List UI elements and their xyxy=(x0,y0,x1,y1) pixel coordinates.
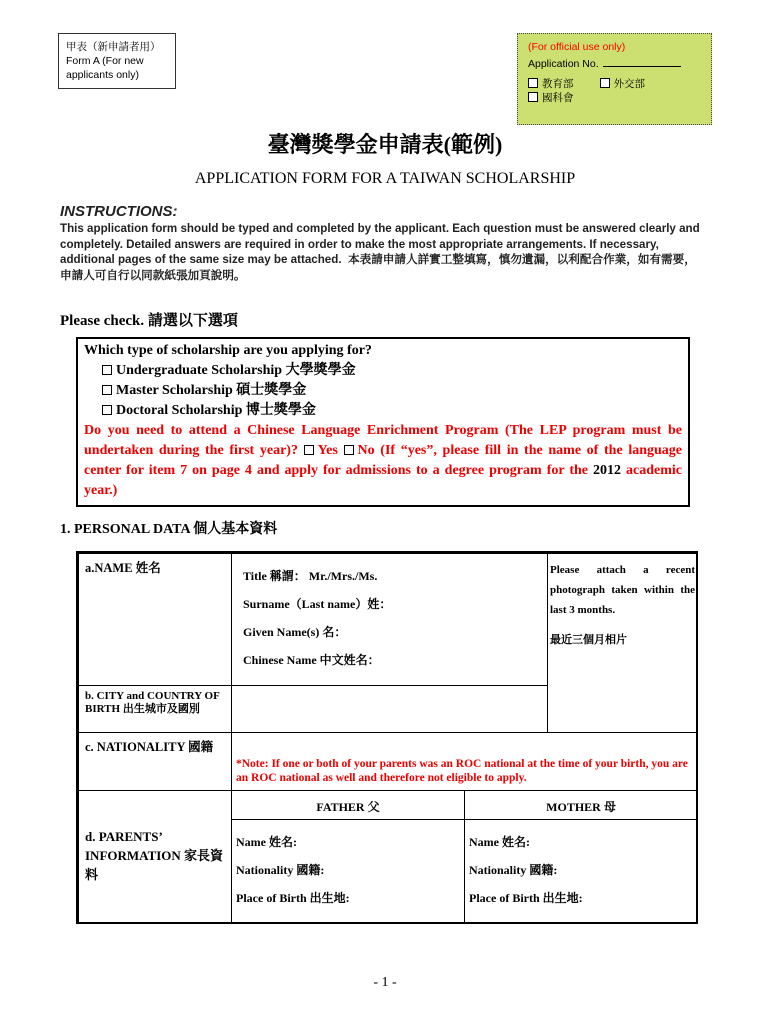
surname-field[interactable]: Surname（Last name）姓： xyxy=(243,597,392,611)
option-label: 外交部 xyxy=(613,78,645,90)
name-label-cell xyxy=(78,553,232,686)
chinese-name-field[interactable]: Chinese Name 中文姓名： xyxy=(243,653,380,667)
academic-year: 2012 xyxy=(593,463,622,478)
mother-header: MOTHER 母 xyxy=(464,790,698,820)
official-use-box xyxy=(517,33,712,125)
mother-birthplace-field[interactable]: Place of Birth 出生地: xyxy=(469,891,583,905)
scholarship-type-box xyxy=(76,337,690,507)
application-no-label: Application No. xyxy=(528,58,599,70)
father-header: FATHER 父 xyxy=(231,790,465,820)
checkbox[interactable] xyxy=(102,385,112,395)
please-check-label: Please check. 請選以下選項 xyxy=(60,313,238,329)
page-title-en: APPLICATION FORM FOR A TAIWAN SCHOLARSHIP xyxy=(194,170,576,187)
parents-label: d. PARENTS’ INFORMATION 家長資料 xyxy=(85,829,224,882)
instructions-body xyxy=(60,221,702,283)
option-doctoral[interactable] xyxy=(84,401,682,421)
page-number: - 1 - xyxy=(373,975,397,990)
lep-note: academic year.) xyxy=(84,463,683,498)
form-badge-line: applicants only) xyxy=(66,69,139,81)
option-label: Undergraduate Scholarship 大學獎學金 xyxy=(116,363,356,378)
parents-label-cell xyxy=(78,790,232,924)
nationality-label-cell xyxy=(78,732,232,791)
no-label: No xyxy=(357,443,375,458)
nationality-field[interactable] xyxy=(231,732,698,791)
page-title-zh: 臺灣獎學金申請表(範例) xyxy=(267,132,503,157)
title-field[interactable]: Title 稱謂： Mr./Mrs./Ms. xyxy=(243,569,378,583)
photo-cell[interactable] xyxy=(547,553,698,733)
photo-instructions: Please attach a recent photograph taken within the last 3 months. xyxy=(550,564,695,616)
photo-instructions-zh: 最近三個月相片 xyxy=(550,634,627,646)
checkbox-nsc[interactable] xyxy=(528,92,538,102)
checkbox-no[interactable] xyxy=(344,445,354,455)
nationality-note: *Note: If one or both of your parents was an ROC national at the time of your birth, you are an ROC national as well and therefore not eligible to apply. xyxy=(236,758,688,784)
nationality-label: c. NATIONALITY 國籍 xyxy=(85,740,214,754)
option-label: 教育部 xyxy=(542,78,574,90)
lep-question xyxy=(84,421,682,501)
yes-label: Yes xyxy=(317,443,338,458)
birthplace-label: b. CITY and COUNTRY OF BIRTH 出生城市及國別 xyxy=(85,690,220,715)
lep-note: (If “yes”, please fill in the name of the language center for item 7 on page 4 and apply for admissions to a degree program for the xyxy=(84,443,682,478)
mother-nationality-field[interactable]: Nationality 國籍: xyxy=(469,863,558,877)
option-label: 國科會 xyxy=(542,92,574,104)
birthplace-field[interactable] xyxy=(231,685,548,733)
checkbox-mofa[interactable] xyxy=(600,78,610,88)
form-badge-line: Form A (For new xyxy=(66,55,144,67)
scholarship-question: Which type of scholarship are you applying for? xyxy=(84,343,372,358)
application-no-field[interactable] xyxy=(603,66,681,67)
instructions-zh: 本表請申請人詳實工整填寫，慎勿遺漏，以利配合作業，如有需要，申請人可自行以同款紙張加頁說明。 xyxy=(60,253,696,282)
checkbox-moe[interactable] xyxy=(528,78,538,88)
instructions-heading: INSTRUCTIONS: xyxy=(60,203,178,220)
option-master[interactable] xyxy=(84,381,682,401)
option-label: Master Scholarship 碩士獎學金 xyxy=(116,383,307,398)
name-fields-cell[interactable] xyxy=(231,553,548,686)
father-birthplace-field[interactable]: Place of Birth 出生地: xyxy=(236,891,350,905)
lep-text: Do you need to attend a Chinese Language Enrichment Program (The LEP program must be undertaken during the first year)? xyxy=(84,423,682,458)
mother-info-cell[interactable] xyxy=(464,819,698,924)
official-use-heading: (For official use only) xyxy=(528,41,626,53)
form-badge-zh: 甲表（新申請者用） xyxy=(66,41,161,53)
checkbox[interactable] xyxy=(102,405,112,415)
option-label: Doctoral Scholarship 博士獎學金 xyxy=(116,403,316,418)
name-label: a.NAME 姓名 xyxy=(85,561,161,575)
mother-name-field[interactable]: Name 姓名: xyxy=(469,835,530,849)
section-personal-data: 1. PERSONAL DATA 個人基本資料 xyxy=(60,522,278,537)
form-type-badge xyxy=(58,33,176,89)
father-info-cell[interactable] xyxy=(231,819,465,924)
instructions-en: This application form should be typed and completed by the applicant. Each question must be answered clearly and completely. Detailed answers are required in order to make the most appropriate arrangements. If necessary, additional pages of the same size may be attached. xyxy=(60,222,700,266)
form-body xyxy=(60,337,700,924)
birthplace-label-cell xyxy=(78,685,232,733)
father-name-field[interactable]: Name 姓名: xyxy=(236,835,297,849)
checkbox[interactable] xyxy=(102,365,112,375)
father-nationality-field[interactable]: Nationality 國籍: xyxy=(236,863,325,877)
personal-data-table xyxy=(76,551,698,924)
option-undergraduate[interactable] xyxy=(84,361,682,381)
checkbox-yes[interactable] xyxy=(304,445,314,455)
given-name-field[interactable]: Given Name(s) 名： xyxy=(243,625,347,639)
